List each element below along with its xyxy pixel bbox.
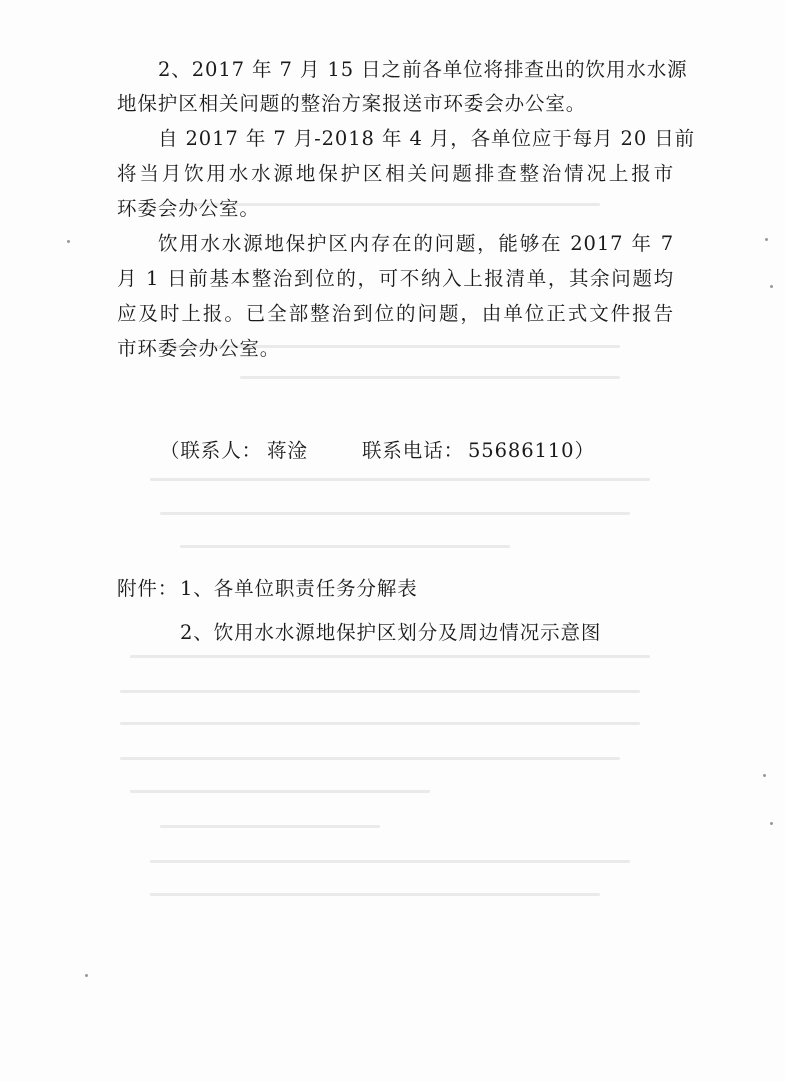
contact-person-label: （联系人： (160, 439, 263, 462)
scan-speck (770, 285, 773, 288)
paragraph-line: 将当月饮用水水源地保护区相关问题排查整治情况上报市 (117, 162, 674, 185)
scan-speck (765, 238, 768, 241)
paragraph-line: 2、2017 年 7 月 15 日之前各单位将排查出的饮用水水源 (158, 58, 688, 81)
attachment-item: 2、饮用水水源地保护区划分及周边情况示意图 (180, 621, 602, 644)
paragraph-line: 饮用水水源地保护区内存在的问题，能够在 2017 年 7 (158, 232, 674, 255)
scan-speck (770, 822, 773, 825)
attachment-item: 1、各单位职责任务分解表 (180, 577, 418, 600)
scan-speck (763, 774, 766, 777)
scan-speck (67, 240, 70, 243)
paragraph-line: 地保护区相关问题的整治方案报送市环委会办公室。 (117, 92, 587, 115)
paragraph-line: 自 2017 年 7 月-2018 年 4 月，各单位应于每月 20 日前 (158, 127, 696, 150)
paragraph-line: 应及时上报。已全部整治到位的问题，由单位正式文件报告 (117, 302, 674, 325)
paragraph-line: 月 1 日前基本整治到位的，可不纳入上报清单，其余问题均 (117, 267, 674, 290)
contact-phone-label: 联系电话： (362, 439, 465, 462)
contact-person-name: 蒋淦 (267, 439, 308, 462)
scan-speck (85, 974, 88, 977)
paragraph-line: 市环委会办公室。 (117, 337, 281, 360)
attachments-label: 附件： (117, 577, 179, 600)
contact-phone-number: 55686110） (468, 439, 595, 462)
paragraph-line: 环委会办公室。 (117, 197, 260, 220)
